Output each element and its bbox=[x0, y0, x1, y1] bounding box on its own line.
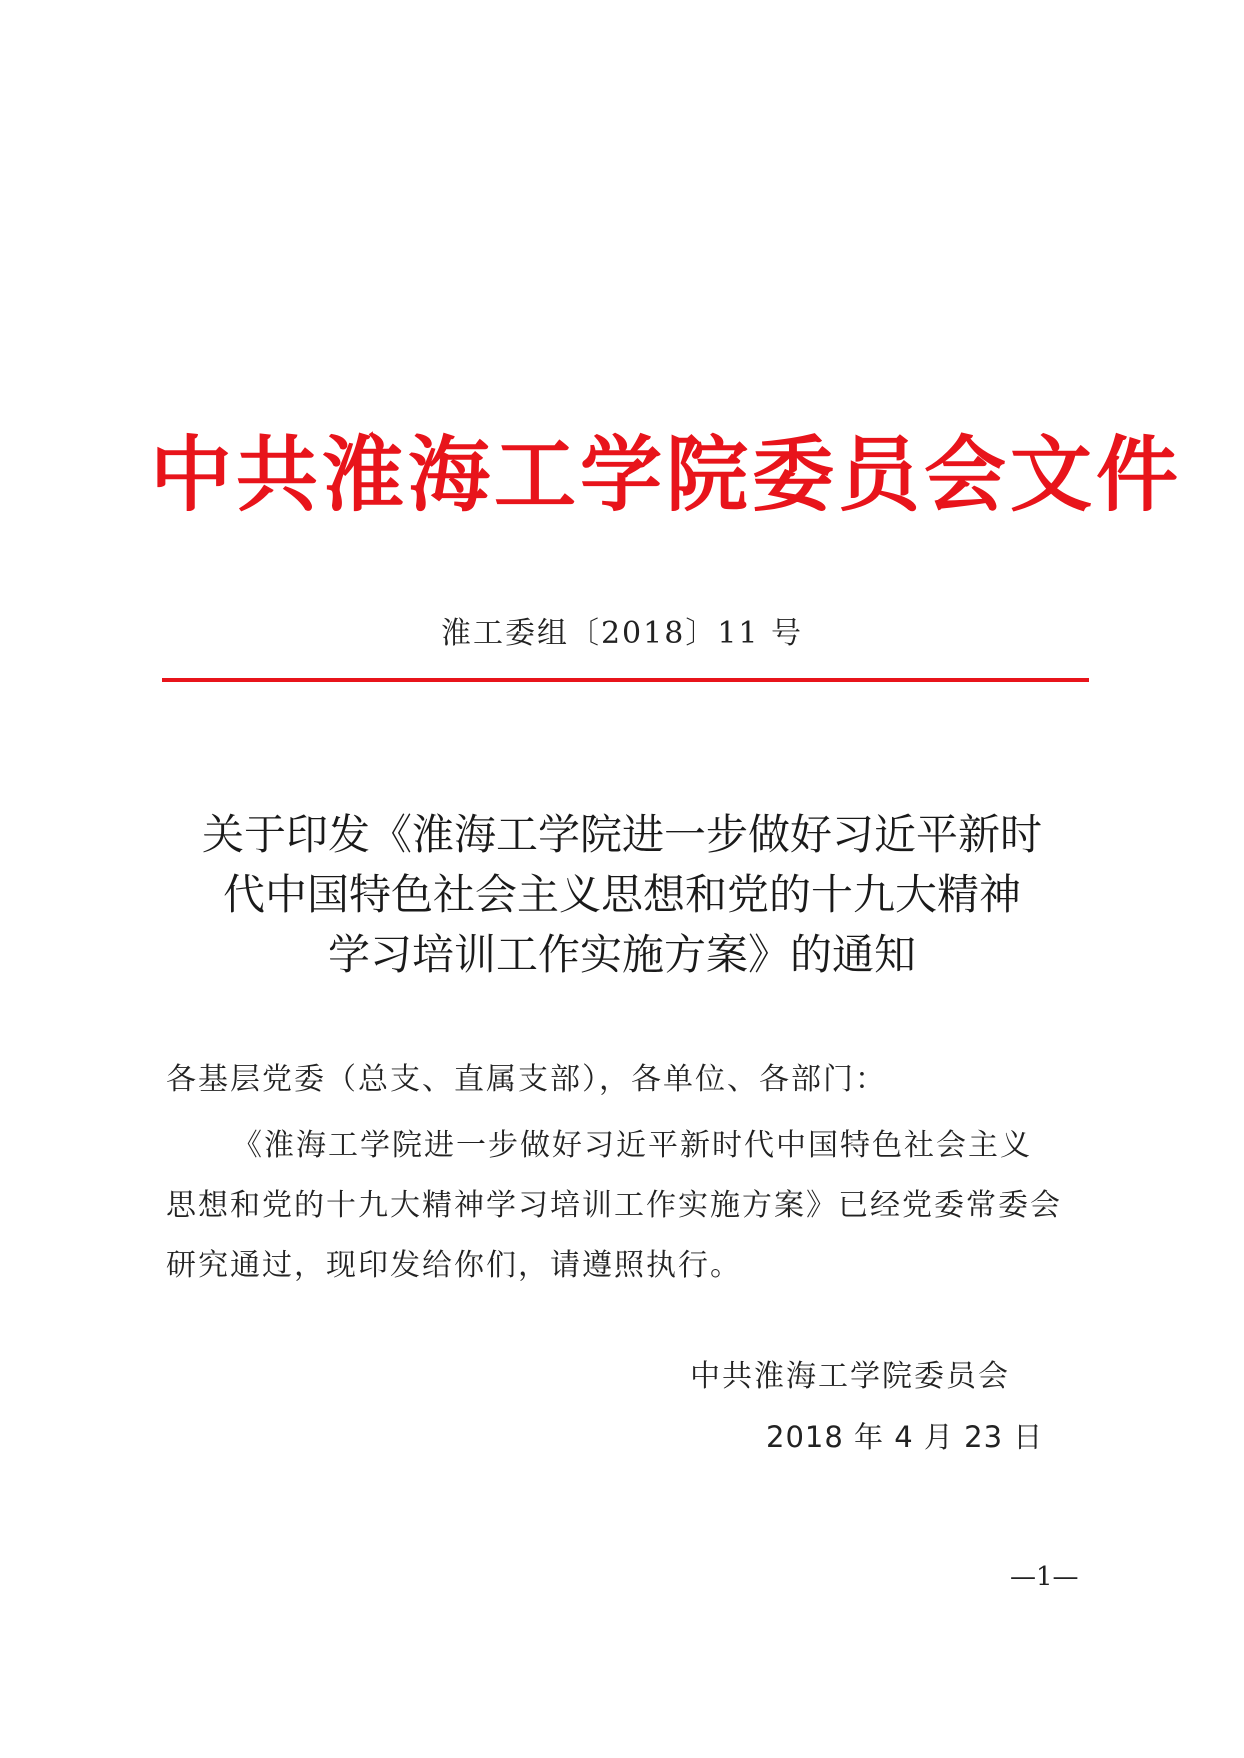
body-line-1: 《淮海工学院进一步做好习近平新时代中国特色社会主义 bbox=[232, 1128, 1032, 1163]
notice-title bbox=[150, 805, 1094, 985]
issue-date: 2018 年 4 月 23 日 bbox=[766, 1420, 1044, 1454]
notice-title-line-2: 代中国特色社会主义思想和党的十九大精神 bbox=[222, 870, 1021, 919]
body-paragraph bbox=[166, 1116, 1086, 1296]
page-number: —1— bbox=[1010, 1562, 1079, 1592]
body-line-3: 研究通过，现印发给你们，请遵照执行。 bbox=[166, 1248, 742, 1283]
signer-organization: 中共淮海工学院委员会 bbox=[690, 1359, 1010, 1394]
notice-title-line-1: 关于印发《淮海工学院进一步做好习近平新时 bbox=[201, 810, 1042, 859]
body-line-2: 思想和党的十九大精神学习培训工作实施方案》已经党委常委会 bbox=[166, 1188, 1062, 1223]
document-number: 淮工委组〔2018〕11 号 bbox=[440, 616, 804, 651]
document-red-header: 中共淮海工学院委员会文件 bbox=[150, 427, 1183, 523]
red-divider-line bbox=[162, 678, 1089, 682]
notice-title-line-3: 学习培训工作实施方案》的通知 bbox=[327, 930, 916, 979]
salutation: 各基层党委（总支、直属支部），各单位、各部门： bbox=[166, 1062, 887, 1097]
